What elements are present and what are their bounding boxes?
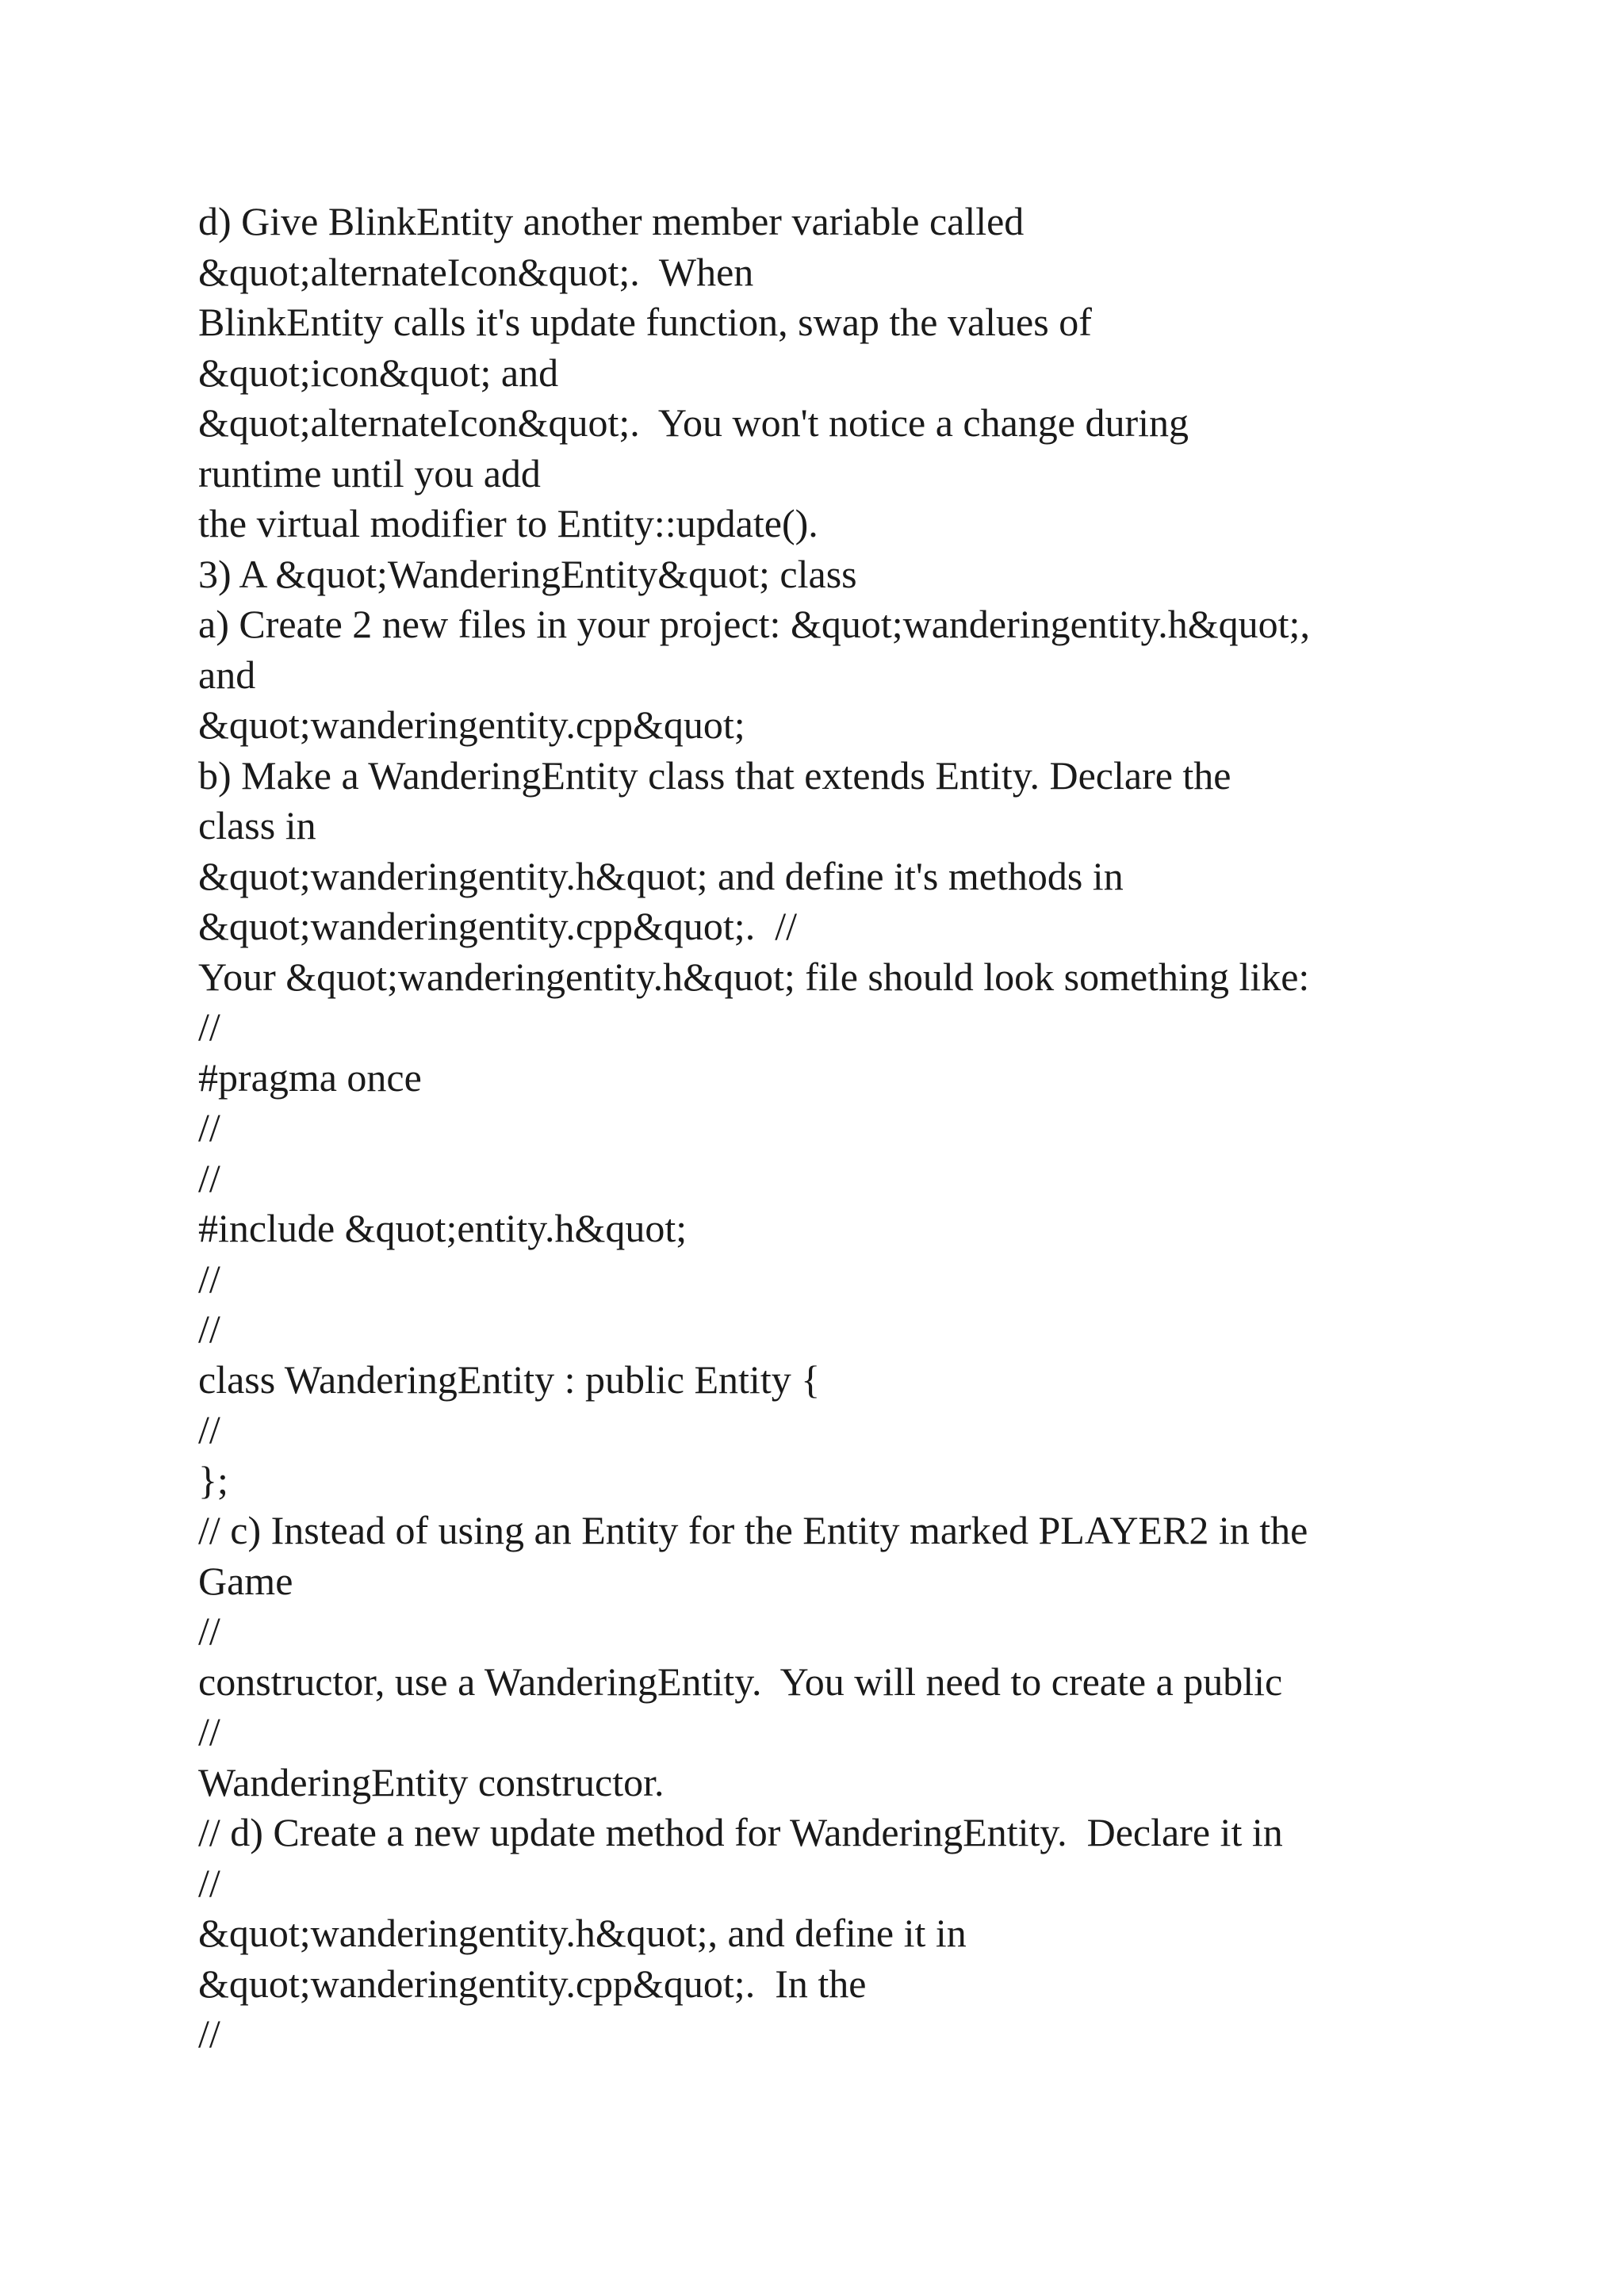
text-line: //	[198, 1860, 220, 1905]
text-line: //	[198, 1609, 220, 1653]
text-line: #pragma once	[198, 1054, 422, 1100]
text-line: 3) A &quot;WanderingEntity&quot; class	[198, 551, 857, 596]
document-body	[198, 197, 1435, 2060]
text-line: b) Make a WanderingEntity class that extends Entity. Declare the	[198, 752, 1231, 798]
text-line: &quot;wanderingentity.h&quot; and define it's methods in	[198, 853, 1124, 898]
text-line: class WanderingEntity : public Entity {	[198, 1357, 821, 1402]
text-line: runtime until you add	[198, 450, 541, 496]
text-line: BlinkEntity calls it's update function, swap the values of	[198, 300, 1092, 344]
text-line: // d) Create a new update method for WanderingEntity. Declare it in	[198, 1810, 1283, 1854]
text-line: &quot;wanderingentity.h&quot;, and define it in	[198, 1911, 967, 1955]
text-line: a) Create 2 new files in your project: &quot;wanderingentity.h&quot;,	[198, 602, 1310, 646]
text-line: &quot;wanderingentity.cpp&quot;	[198, 702, 745, 747]
text-line: //	[198, 1105, 220, 1150]
text-line: WanderingEntity constructor.	[198, 1759, 665, 1804]
text-line: //	[198, 2011, 220, 2056]
text-line: Your &quot;wanderingentity.h&quot; file should look something like:	[198, 954, 1310, 999]
text-line: //	[198, 1709, 220, 1754]
text-line: constructor, use a WanderingEntity. You will need to create a public	[198, 1659, 1283, 1704]
text-line: and	[198, 652, 256, 697]
text-line: &quot;icon&quot; and	[198, 350, 559, 395]
text-line: #include &quot;entity.h&quot;	[198, 1206, 688, 1250]
text-line: //	[198, 1307, 220, 1351]
text-line: //	[198, 1256, 220, 1301]
text-line: the virtual modifier to Entity::update().	[198, 501, 818, 545]
text-line: &quot;wanderingentity.cpp&quot;. In the	[198, 1961, 867, 2006]
text-line: class in	[198, 803, 316, 848]
text-line: //	[198, 1004, 220, 1049]
text-line: //	[198, 1155, 220, 1200]
text-line: // c) Instead of using an Entity for the Entity marked PLAYER2 in the	[198, 1508, 1308, 1552]
text-line: };	[198, 1457, 228, 1502]
text-line: &quot;alternateIcon&quot;. When	[198, 249, 754, 294]
text-line: d) Give BlinkEntity another member variable called	[198, 199, 1025, 243]
text-line: &quot;alternateIcon&quot;. You won't notice a change during	[198, 400, 1189, 445]
text-line: &quot;wanderingentity.cpp&quot;. //	[198, 904, 797, 948]
text-line: //	[198, 1407, 220, 1452]
text-line: Game	[198, 1558, 293, 1603]
